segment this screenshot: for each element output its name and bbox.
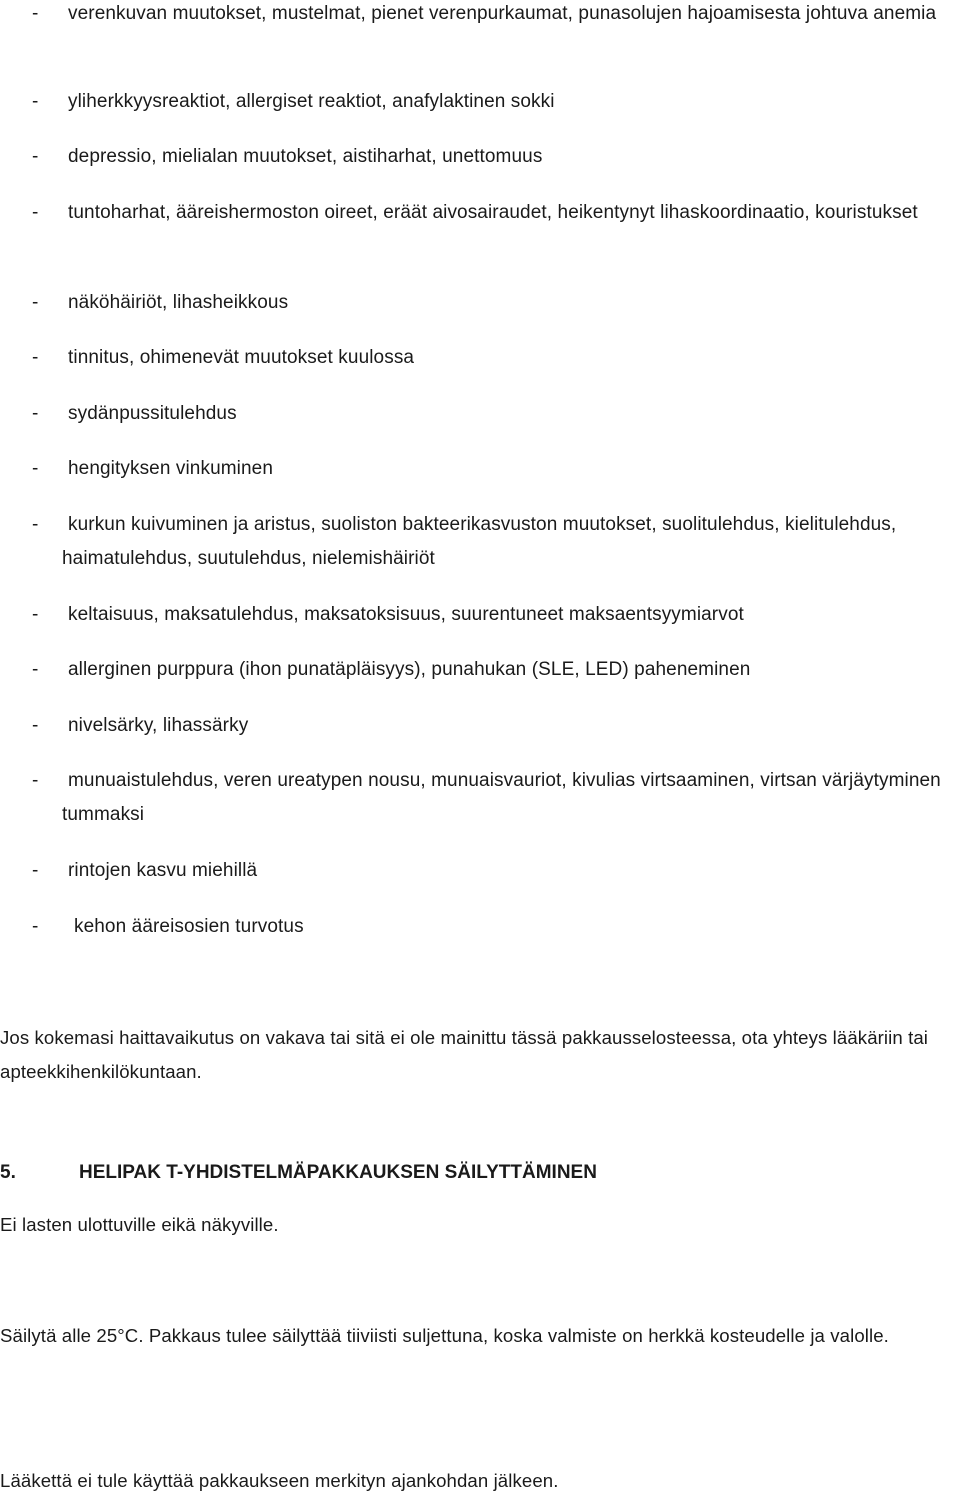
- list-item: [0, 508, 955, 576]
- list-item: [0, 709, 955, 743]
- list-item-text: depressio, mielialan muutokset, aistiharhat, unettomuus: [68, 146, 543, 167]
- list-item: [0, 85, 955, 119]
- list-dash: -: [32, 659, 39, 680]
- storage-expiry-text: Lääkettä ei tule käyttää pakkaukseen merkityn ajankohdan jälkeen.: [0, 1470, 559, 1491]
- list-item-text: allerginen purppura (ihon punatäpläisyys), punahukan (SLE, LED) paheneminen: [68, 659, 751, 680]
- list-item: [0, 764, 955, 832]
- list-item-text: tuntoharhat, ääreishermoston oireet, eräät aivosairaudet, heikentynyt lihaskoordinaatio, kouristukset: [68, 202, 918, 223]
- section-number: 5.: [0, 1162, 16, 1183]
- list-item-text: rintojen kasvu miehillä: [68, 860, 258, 881]
- list-dash: -: [32, 860, 39, 881]
- list-dash: -: [32, 3, 39, 24]
- list-item: [0, 854, 955, 888]
- list-item: [0, 196, 955, 230]
- list-item: [0, 452, 955, 486]
- list-dash: -: [32, 604, 39, 625]
- list-item: [0, 341, 955, 375]
- list-dash: -: [32, 292, 39, 313]
- list-item-text: nivelsärky, lihassärky: [68, 715, 249, 736]
- list-item-text: tinnitus, ohimenevät muutokset kuulossa: [68, 347, 415, 368]
- list-item: [0, 910, 955, 944]
- storage-temperature-text: Säilytä alle 25°C. Pakkaus tulee säilyttää tiiviisti suljettuna, koska valmiste on herkkä kosteudelle ja valolle.: [0, 1325, 889, 1346]
- list-dash: -: [32, 403, 39, 424]
- list-item-text: sydänpussitulehdus: [68, 403, 237, 424]
- list-item-text: yliherkkyysreaktiot, allergiset reaktiot, anafylaktinen sokki: [68, 91, 555, 112]
- list-item: [0, 286, 955, 320]
- section-title: HELIPAK T-YHDISTELMÄPAKKAUKSEN SÄILYTTÄMINEN: [79, 1162, 597, 1183]
- list-dash: -: [32, 770, 39, 791]
- list-item: [0, 653, 955, 687]
- list-item: [0, 397, 955, 431]
- list-item: [0, 140, 955, 174]
- list-dash: -: [32, 715, 39, 736]
- list-item: [0, 0, 955, 31]
- list-item-text: verenkuvan muutokset, mustelmat, pienet verenpurkaumat, punasolujen hajoamisesta johtuva anemia: [68, 3, 937, 24]
- list-dash: -: [32, 91, 39, 112]
- side-effect-note: Jos kokemasi haittavaikutus on vakava tai sitä ei ole mainittu tässä pakkausselosteessa, ota yhteys lääkäriin tai apteekkihenkilökuntaan.: [0, 1027, 929, 1082]
- list-item-text: hengityksen vinkuminen: [68, 458, 273, 479]
- list-dash: -: [32, 347, 39, 368]
- list-item-text: kurkun kuivuminen ja aristus, suoliston bakteerikasvuston muutokset, suolitulehdus, kielitulehdus, haimatulehdus, suutulehdus, nielemishäiriöt: [62, 514, 897, 569]
- list-dash: -: [32, 146, 39, 167]
- list-item-text: näköhäiriöt, lihasheikkous: [68, 292, 289, 313]
- list-dash: -: [32, 202, 39, 223]
- list-item: [0, 598, 955, 632]
- list-item-text: munuaistulehdus, veren ureatypen nousu, munuaisvauriot, kivulias virtsaaminen, virtsan värjäytyminen tummaksi: [62, 770, 941, 825]
- storage-children-text: Ei lasten ulottuville eikä näkyville.: [0, 1214, 279, 1235]
- list-dash: -: [32, 916, 39, 937]
- list-item-text: kehon ääreisosien turvotus: [74, 916, 304, 937]
- list-dash: -: [32, 514, 39, 535]
- list-dash: -: [32, 458, 39, 479]
- list-item-text: keltaisuus, maksatulehdus, maksatoksisuus, suurentuneet maksaentsyymiarvot: [68, 604, 744, 625]
